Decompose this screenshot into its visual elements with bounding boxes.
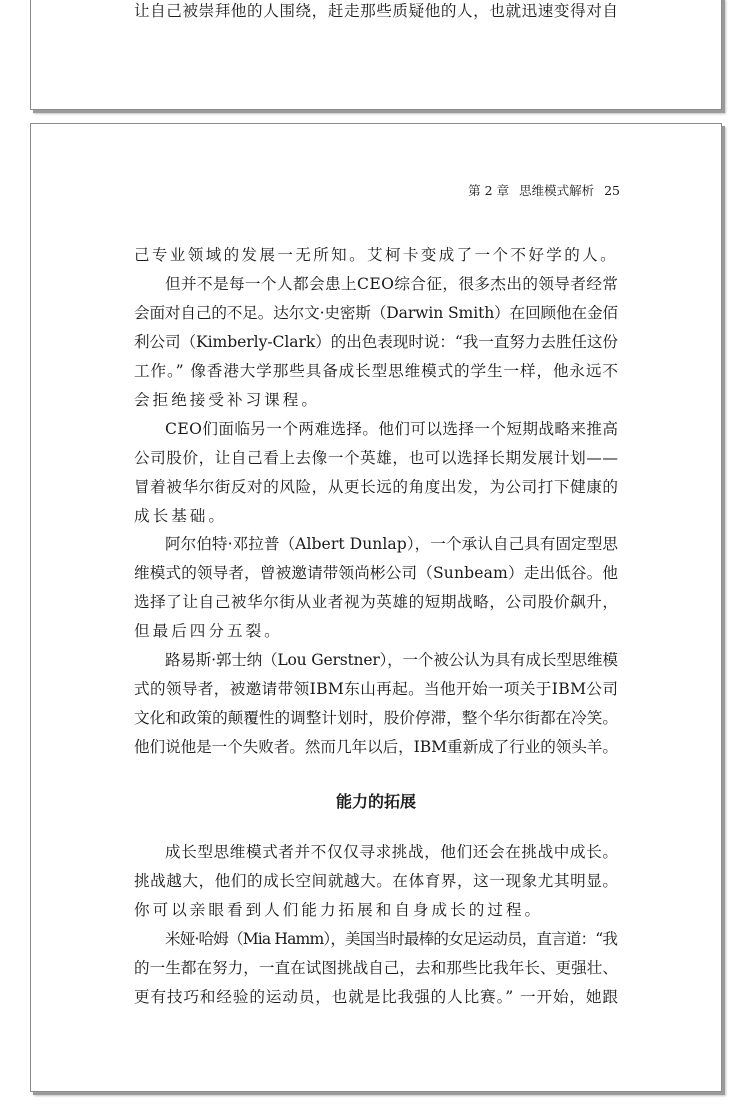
- text-line: CEO们面临另一个两难选择。他们可以选择一个短期战略来推高: [165, 420, 619, 438]
- section-heading: 能力的拓展: [335, 792, 416, 811]
- text-line: 选择了让自己被华尔街从业者视为英雄的短期战略，公司股价飙升，: [134, 593, 619, 611]
- text-line: 文化和政策的颠覆性的调整计划时，股价停滞，整个华尔街都在冷笑。: [134, 709, 619, 727]
- text-line: 的一生都在努力，一直在试图挑战自己，去和那些比我年长、更强壮、: [134, 959, 619, 977]
- text-line: 但最后四分五裂。: [134, 622, 283, 640]
- text-line: 成长基础。: [134, 507, 227, 525]
- text-line: 挑战越大，他们的成长空间就越大。在体育界，这一现象尤其明显。: [134, 872, 619, 890]
- text-line: 公司股价，让自己看上去像一个英雄，也可以选择长期发展计划——: [134, 449, 619, 467]
- text-line: 米娅·哈姆（Mia Hamm），美国当时最棒的女足运动员，直言道：“我: [165, 930, 618, 948]
- text-line: 成长型思维模式者并不仅仅寻求挑战，他们还会在挑战中成长。: [165, 843, 619, 861]
- text-line: 你可以亲眼看到人们能力拓展和自身成长的过程。: [134, 901, 544, 919]
- text-line: 会面对自己的不足。达尔文·史密斯（Darwin Smith）在回顾他在金佰: [134, 304, 618, 322]
- running-header: [468, 181, 620, 199]
- text-line: 阿尔伯特·邓拉普（Albert Dunlap），一个承认自己具有固定型思: [165, 535, 619, 553]
- page-number: 25: [604, 183, 620, 198]
- text-line: 路易斯·郭士纳（Lou Gerstner），一个被公认为具有成长型思维模: [165, 651, 618, 669]
- text-line: 让自己被崇拜他的人围绕，赶走那些质疑他的人，也就迅速变得对自: [134, 2, 619, 20]
- text-line: 更有技巧和经验的运动员，也就是比我强的人比赛。” 一开始，她跟: [134, 988, 619, 1006]
- text-line: 式的领导者，被邀请带领IBM东山再起。当他开始一项关于IBM公司: [134, 680, 619, 698]
- text-line: 利公司（Kimberly-Clark）的出色表现时说：“我一直努力去胜任这份: [134, 333, 618, 351]
- text-line: 工作。” 像香港大学那些具备成长型思维模式的学生一样，他永远不: [134, 362, 619, 380]
- book-page: [30, 123, 722, 1092]
- text-line: 会拒绝接受补习课程。: [134, 391, 320, 409]
- chapter-title: 思维模式解析: [519, 183, 595, 198]
- text-line: 但并不是每一个人都会患上CEO综合征，很多杰出的领导者经常: [165, 275, 619, 293]
- text-line: 己专业领域的发展一无所知。艾柯卡变成了一个不好学的人。: [134, 246, 618, 264]
- previous-page: [30, 0, 722, 110]
- text-line: 维模式的领导者，曾被邀请带领尚彬公司（Sunbeam）走出低谷。他: [134, 564, 619, 582]
- chapter-label: 第 2 章: [468, 183, 510, 198]
- text-line: 他们说他是一个失败者。然而几年以后，IBM重新成了行业的领头羊。: [134, 738, 618, 756]
- text-line: 冒着被华尔街反对的风险，从更长远的角度出发，为公司打下健康的: [134, 478, 619, 496]
